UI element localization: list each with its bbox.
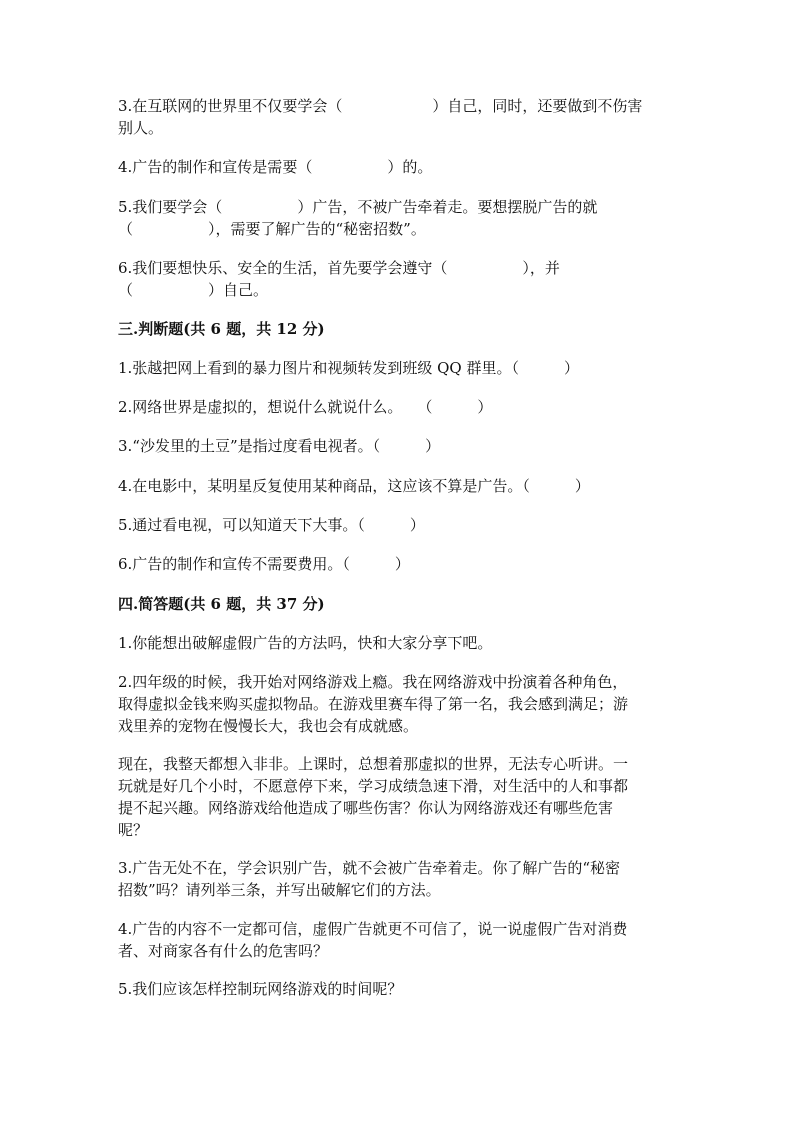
judgement-item-1: 1.张越把网上看到的暴力图片和视频转发到班级 QQ 群里。（ ） bbox=[118, 359, 579, 377]
fill-question-4: 4.广告的制作和宣传是需要（ ）的。 bbox=[118, 158, 433, 176]
short-answer-q2-para2-line-1: 现在，我整天都想入非非。上课时，总想着那虚拟的世界，无法专心听讲。一 bbox=[118, 755, 629, 773]
fill-question-3-line-1: 3.在互联网的世界里不仅要学会（ ）自己，同时，还要做到不伤害 bbox=[118, 97, 643, 115]
short-answer-q4-line-2: 者、对商家各有什么的危害吗？ bbox=[118, 942, 329, 960]
short-answer-q2-line-3: 戏里养的宠物在慢慢长大，我也会有成就感。 bbox=[118, 717, 419, 735]
judgement-item-5: 5.通过看电视，可以知道天下大事。（ ） bbox=[118, 516, 425, 534]
section-title-judgement: 三.判断题(共 6 题，共 12 分) bbox=[118, 320, 325, 338]
fill-question-6-line-1: 6.我们要想快乐、安全的生活，首先要学会遵守（ ），并 bbox=[118, 259, 560, 277]
fill-question-3-line-2: 别人。 bbox=[118, 119, 164, 137]
judgement-item-6: 6.广告的制作和宣传不需要费用。（ ） bbox=[118, 555, 410, 573]
fill-question-5-line-1: 5.我们要学会（ ）广告，不被广告牵着走。要想摆脱广告的就 bbox=[118, 198, 598, 216]
short-answer-q2-line-1: 2.四年级的时候，我开始对网络游戏上瘾。我在网络游戏中扮演着各种角色， bbox=[118, 673, 628, 691]
fill-question-5-line-2: （ ），需要了解广告的“秘密招数”。 bbox=[118, 220, 426, 238]
short-answer-q2-para2-line-4: 呢？ bbox=[118, 821, 149, 839]
short-answer-q2-line-2: 取得虚拟金钱来购买虚拟物品。在游戏里赛车得了第一名，我会感到满足；游 bbox=[118, 695, 629, 713]
short-answer-q1: 1.你能想出破解虚假广告的方法吗，快和大家分享下吧。 bbox=[118, 634, 493, 652]
judgement-item-3: 3.“沙发里的土豆”是指过度看电视者。（ ） bbox=[118, 437, 441, 455]
short-answer-q2-para2-line-3: 提不起兴趣。网络游戏给他造成了哪些伤害？你认为网络游戏还有哪些危害 bbox=[118, 799, 614, 817]
judgement-item-4: 4.在电影中，某明星反复使用某种商品，这应该不算是广告。（ ） bbox=[118, 477, 590, 495]
short-answer-q3-line-1: 3.广告无处不在，学会识别广告，就不会被广告牵着走。你了解广告的“秘密 bbox=[118, 859, 620, 877]
short-answer-q5: 5.我们应该怎样控制玩网络游戏的时间呢？ bbox=[118, 980, 403, 998]
short-answer-q4-line-1: 4.广告的内容不一定都可信，虚假广告就更不可信了，说一说虚假广告对消费 bbox=[118, 920, 628, 938]
fill-question-6-line-2: （ ）自己。 bbox=[118, 281, 269, 299]
judgement-item-2: 2.网络世界是虚拟的，想说什么就说什么。 （ ） bbox=[118, 398, 493, 416]
short-answer-q2-para2-line-2: 玩就是好几个小时，不愿意停下来，学习成绩急速下滑，对生活中的人和事都 bbox=[118, 777, 629, 795]
section-title-short-answer: 四.简答题(共 6 题，共 37 分) bbox=[118, 595, 325, 613]
short-answer-q3-line-2: 招数”吗？请列举三条，并写出破解它们的方法。 bbox=[118, 881, 441, 899]
